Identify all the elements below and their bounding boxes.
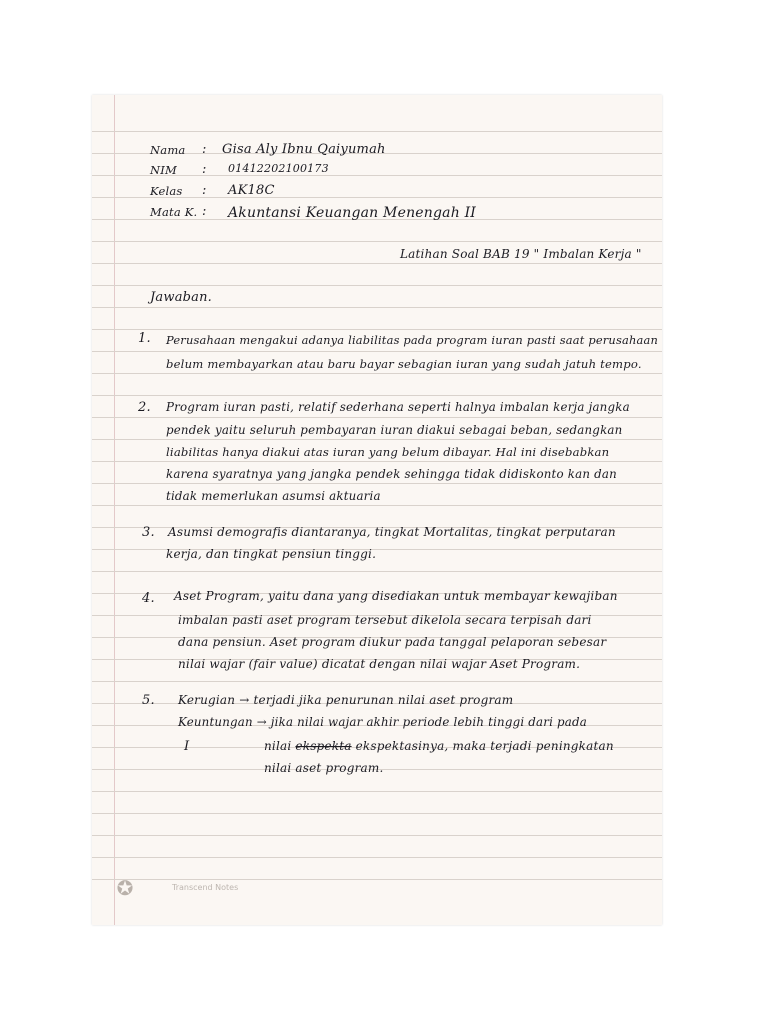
answer-5-line-1: Kerugian → terjadi jika penurunan nilai aset program	[178, 693, 514, 707]
ruled-line	[92, 681, 662, 682]
ruled-line	[92, 285, 662, 286]
kelas-label: Kelas	[150, 184, 183, 198]
ruled-line	[92, 791, 662, 792]
answer-4-line-4: nilai wajar (fair value) dicatat dengan nilai wajar Aset Program.	[178, 657, 581, 671]
answer-5-line-3-post: ekspektasinya, maka terjadi peningkatan	[355, 739, 614, 753]
answer-2-number: 2.	[138, 400, 151, 415]
answer-1-number: 1.	[138, 331, 151, 346]
answer-5-line-3-strikethrough: ekspekta	[295, 739, 352, 753]
ruled-line	[92, 131, 662, 132]
answer-5-number: 5.	[142, 693, 155, 708]
answer-3-line-2: kerja, dan tingkat pensiun tinggi.	[166, 547, 377, 561]
ruled-line	[92, 879, 662, 880]
ruled-line	[92, 351, 662, 352]
answer-4-number: 4.	[142, 591, 155, 606]
kelas-value: AK18C	[228, 183, 275, 198]
star-logo-icon: ✪	[116, 876, 134, 900]
answer-1-line-2: belum membayarkan atau baru bayar sebagian iuran yang sudah jatuh tempo.	[166, 357, 642, 371]
ruled-line	[92, 857, 662, 858]
mk-sep: :	[202, 204, 207, 219]
ruled-line	[92, 461, 662, 462]
nim-sep: :	[202, 162, 207, 177]
ruled-line	[92, 439, 662, 440]
notebook-page	[92, 95, 662, 925]
answer-5-mark: I	[184, 739, 190, 754]
ruled-line	[92, 263, 662, 264]
nim-label: NIM	[150, 163, 177, 177]
nama-label: Nama	[150, 143, 186, 157]
answer-4-line-1: Aset Program, yaitu dana yang disediakan untuk membayar kewajiban	[174, 589, 618, 603]
kelas-sep: :	[202, 183, 207, 198]
answer-2-line-2: pendek yaitu seluruh pembayaran iuran diakui sebagai beban, sedangkan	[166, 423, 623, 437]
answer-5-line-3	[264, 739, 614, 753]
nama-sep: :	[202, 142, 207, 157]
answer-5-line-2: Keuntungan → jika nilai wajar akhir periode lebih tinggi dari pada	[178, 715, 588, 729]
ruled-line	[92, 395, 662, 396]
ruled-line	[92, 483, 662, 484]
answer-3-line-1: Asumsi demografis diantaranya, tingkat Mortalitas, tingkat perputaran	[168, 525, 616, 539]
ruled-line	[92, 241, 662, 242]
answer-2-line-5: tidak memerlukan asumsi aktuaria	[166, 489, 381, 503]
answer-1-line-1: Perusahaan mengakui adanya liabilitas pada program iuran pasti saat perusahaan	[166, 333, 659, 347]
answers-heading: Jawaban.	[150, 290, 213, 305]
ruled-line	[92, 835, 662, 836]
answer-3-number: 3.	[142, 525, 155, 540]
ruled-line	[92, 417, 662, 418]
nama-value: Gisa Aly Ibnu Qaiyumah	[222, 142, 386, 157]
assignment-title: Latihan Soal BAB 19 " Imbalan Kerja "	[400, 247, 642, 261]
ruled-line	[92, 373, 662, 374]
ruled-line	[92, 571, 662, 572]
answer-5-line-4: nilai aset program.	[264, 761, 384, 775]
ruled-line	[92, 813, 662, 814]
mk-label: Mata K.	[150, 205, 198, 219]
answer-4-line-2: imbalan pasti aset program tersebut dikelola secara terpisah dari	[178, 613, 592, 627]
answer-4-line-3: dana pensiun. Aset program diukur pada tanggal pelaporan sebesar	[178, 635, 607, 649]
ruled-line	[92, 175, 662, 176]
mk-value: Akuntansi Keuangan Menengah II	[228, 205, 477, 221]
answer-2-line-3: liabilitas hanya diakui atas iuran yang belum dibayar. Hal ini disebabkan	[166, 445, 610, 459]
answer-2-line-4: karena syaratnya yang jangka pendek sehingga tidak didiskonto kan dan	[166, 467, 617, 481]
ruled-line	[92, 307, 662, 308]
ruled-line	[92, 505, 662, 506]
footer-brand: Transcend Notes	[172, 883, 239, 892]
ruled-line	[92, 329, 662, 330]
answer-5-line-3-pre: nilai	[264, 739, 292, 753]
answer-2-line-1: Program iuran pasti, relatif sederhana seperti halnya imbalan kerja jangka	[166, 400, 630, 414]
nim-value: 01412202100173	[228, 162, 329, 175]
